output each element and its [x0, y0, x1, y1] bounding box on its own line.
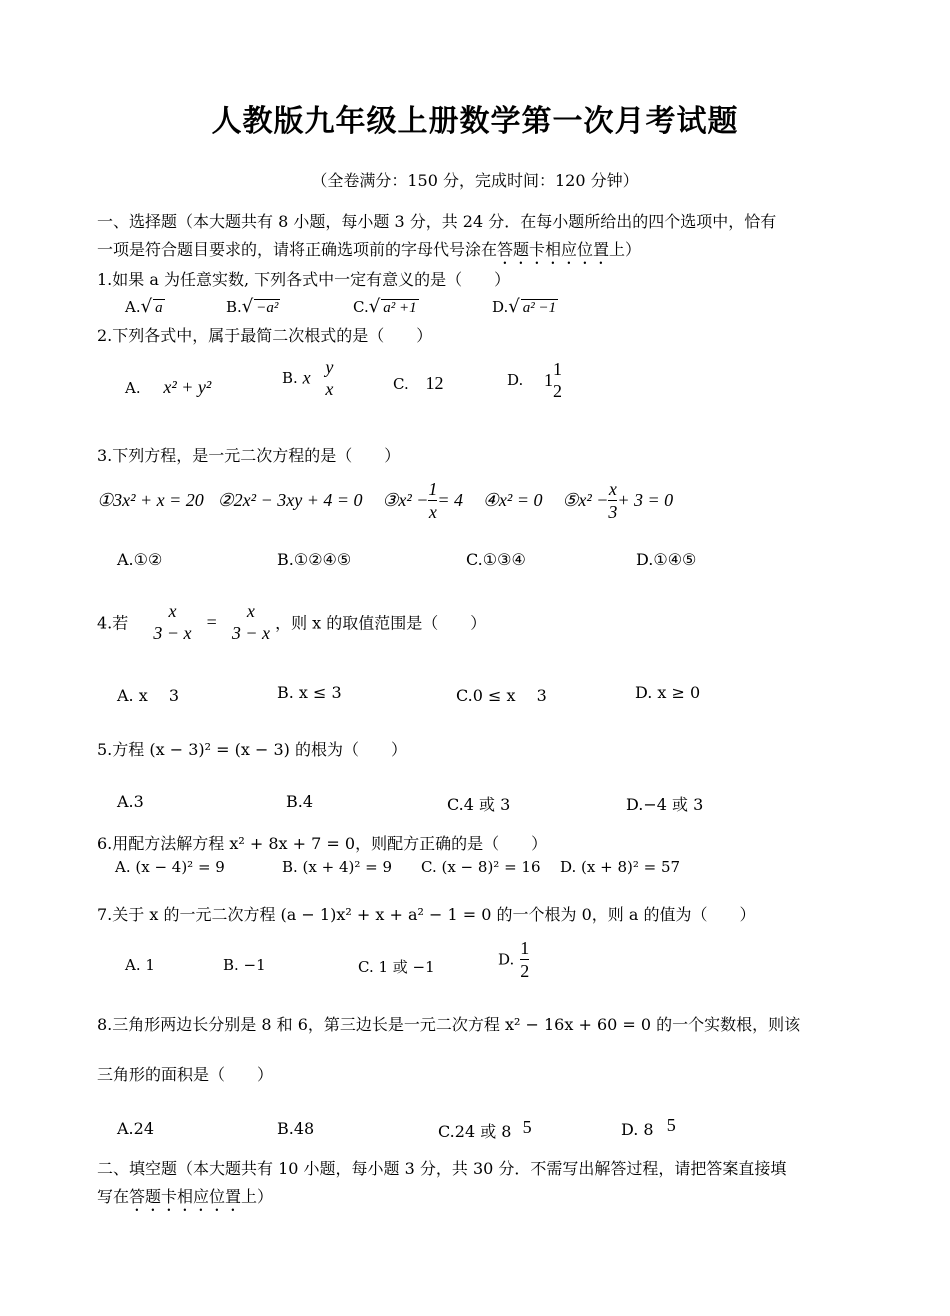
q7-option-c: C. 1 或 −1: [358, 958, 435, 976]
section1-line2c: 上）: [609, 240, 642, 259]
q3-option-b: B.①②④⑤: [277, 550, 352, 569]
q8-option-b: B.48: [277, 1119, 315, 1138]
q2-b-label: B.: [282, 369, 298, 387]
q3-equations: [97, 478, 673, 523]
section1-line1: 一、选择题（本大题共有 8 小题，每小题 3 分，共 24 分．在每小题所给出的四个选项中，恰有: [97, 212, 777, 231]
radical-icon: √: [368, 296, 381, 317]
q2-option-c: [393, 373, 444, 394]
q4-stem: [97, 600, 486, 644]
q8-stem: 8.三角形两边长分别是 8 和 6，第三边长是一元二次方程 x² − 16x + 60 = 0 的一个实数根，则该: [97, 1015, 801, 1034]
q5-option-b: B.4: [286, 792, 314, 811]
q4-option-a: A. x 3: [117, 686, 180, 705]
q6-option-a: A. (x − 4)² = 9: [115, 858, 225, 876]
q8-d-radicand: 5: [666, 1115, 676, 1135]
q2-a-label: A.: [125, 379, 141, 397]
q3-option-c: C.①③④: [466, 550, 526, 569]
q2-option-b: [282, 356, 333, 400]
q2-option-d: [507, 358, 562, 402]
q1-b-label: B.: [226, 298, 242, 316]
section2-line2b: 答题卡相应位置: [129, 1187, 242, 1206]
q2-b-expr: x: [302, 367, 311, 388]
q4-post: ，则 x 的取值范围是（ ）: [275, 613, 487, 633]
q3-option-d: D.①④⑤: [636, 550, 697, 569]
q3-eq5-fraction: $\frac{x}{3}$: [608, 479, 618, 522]
q1-a-expr: a: [155, 300, 163, 316]
q3-eq3a: ③x² −: [382, 490, 429, 510]
q3-eq4: ④x² = 0: [482, 490, 543, 510]
q4-option-d: D. x ≥ 0: [635, 683, 701, 702]
section2-line2c: 上）: [241, 1187, 274, 1206]
q1-option-b: [226, 296, 280, 317]
q2-d-fraction: 1 2: [553, 359, 563, 401]
q8-option-d: [621, 1115, 676, 1140]
q6-option-d: D. (x + 8)² = 57: [560, 858, 681, 876]
q7-option-a: A. 1: [125, 956, 155, 974]
q8-option-c: [438, 1119, 532, 1142]
q3-eq1: ①3x² + x = 20: [97, 490, 204, 510]
q3-option-a: A.①②: [117, 550, 163, 569]
q3-eq5b: + 3 = 0: [617, 490, 674, 510]
section2-line2: [97, 1184, 273, 1215]
section1-line2b: 答题卡相应位置: [497, 240, 610, 259]
q5-option-a: A.3: [117, 792, 144, 811]
q1-option-a: [125, 296, 165, 317]
q1-d-label: D.: [492, 298, 509, 316]
q1-c-expr: a² +1: [383, 300, 417, 316]
radical-icon: √: [241, 296, 254, 317]
q5-stem: 5.方程 (x − 3)² = (x − 3) 的根为（ ）: [97, 740, 407, 759]
page-title: 人教版九年级上册数学第一次月考试题: [211, 104, 739, 139]
q4-equals: =: [206, 611, 217, 632]
radical-icon: √: [140, 296, 153, 317]
q7-option-b: B. −1: [223, 956, 266, 974]
q2-a-expr: x² + y²: [163, 377, 212, 397]
q2-d-label: D.: [507, 371, 524, 389]
section1-line2: [97, 237, 641, 268]
q6-option-c: C. (x − 8)² = 16: [421, 858, 541, 876]
q4-pre: 4.若: [97, 613, 129, 633]
q7-option-d: [498, 937, 529, 982]
q5-option-d: D.−4 或 3: [626, 795, 704, 814]
q2-b-fraction: y x: [325, 357, 334, 399]
q3-eq3b: = 4: [437, 490, 464, 510]
q6-option-b: B. (x + 4)² = 9: [282, 858, 393, 876]
q4-left-fraction: x 3 − x: [153, 601, 192, 643]
q4-right-fraction: x 3 − x: [231, 601, 270, 643]
subtitle: （全卷满分：150 分，完成时间：120 分钟）: [311, 171, 639, 190]
q1-c-label: C.: [353, 298, 369, 316]
q8-d-label: D. 8: [621, 1120, 654, 1139]
q1-d-expr: a² −1: [522, 300, 557, 316]
q8-stem2: 三角形的面积是（ ）: [97, 1065, 274, 1084]
section1-line2a: 一项是符合题目要求的，请将正确选项前的字母代号涂在: [97, 240, 498, 259]
q3-eq2: ②2x² − 3xy + 4 = 0: [217, 490, 363, 510]
q1-option-d: [492, 296, 558, 317]
q1-option-c: [353, 296, 419, 317]
q8-c-label: C.24 或 8: [438, 1122, 512, 1141]
q2-d-whole: 1: [544, 369, 554, 390]
q2-c-expr: 12: [425, 373, 444, 393]
q4-option-b: B. x ≤ 3: [277, 683, 342, 702]
q7-d-label: D.: [498, 950, 515, 969]
q7-stem: 7.关于 x 的一元二次方程 (a − 1)x² + x + a² − 1 = 0 的一个根为 0，则 a 的值为（ ）: [97, 905, 756, 924]
q5-option-c: C.4 或 3: [447, 795, 511, 814]
q3-eq3-fraction: $\frac{1}{x}$: [428, 479, 438, 522]
q3-eq5a: ⑤x² −: [562, 490, 609, 510]
q1-stem: 1.如果 a 为任意实数, 下列各式中一定有意义的是（ ）: [97, 270, 511, 289]
q6-stem: 6.用配方法解方程 x² + 8x + 7 = 0，则配方正确的是（ ）: [97, 834, 548, 853]
q7-d-fraction: $\frac{1}{2}$: [520, 938, 530, 981]
q2-option-a: [125, 377, 211, 398]
q3-stem: 3.下列方程，是一元二次方程的是（ ）: [97, 446, 401, 465]
q2-c-label: C.: [393, 375, 409, 393]
q2-stem: 2.下列各式中，属于最简二次根式的是（ ）: [97, 326, 433, 345]
q8-option-a: A.24: [117, 1119, 154, 1138]
q1-b-expr: −a²: [256, 300, 279, 316]
q8-c-radicand: 5: [522, 1117, 532, 1137]
section2-line2a: 写在: [97, 1187, 130, 1206]
q4-option-c: C.0 ≤ x 3: [456, 686, 547, 705]
radical-icon: √: [508, 296, 520, 317]
q1-a-label: A.: [125, 298, 141, 316]
section2-line1: 二、填空题（本大题共有 10 小题，每小题 3 分，共 30 分．不需写出解答过程，请把答案直接填: [97, 1159, 787, 1178]
